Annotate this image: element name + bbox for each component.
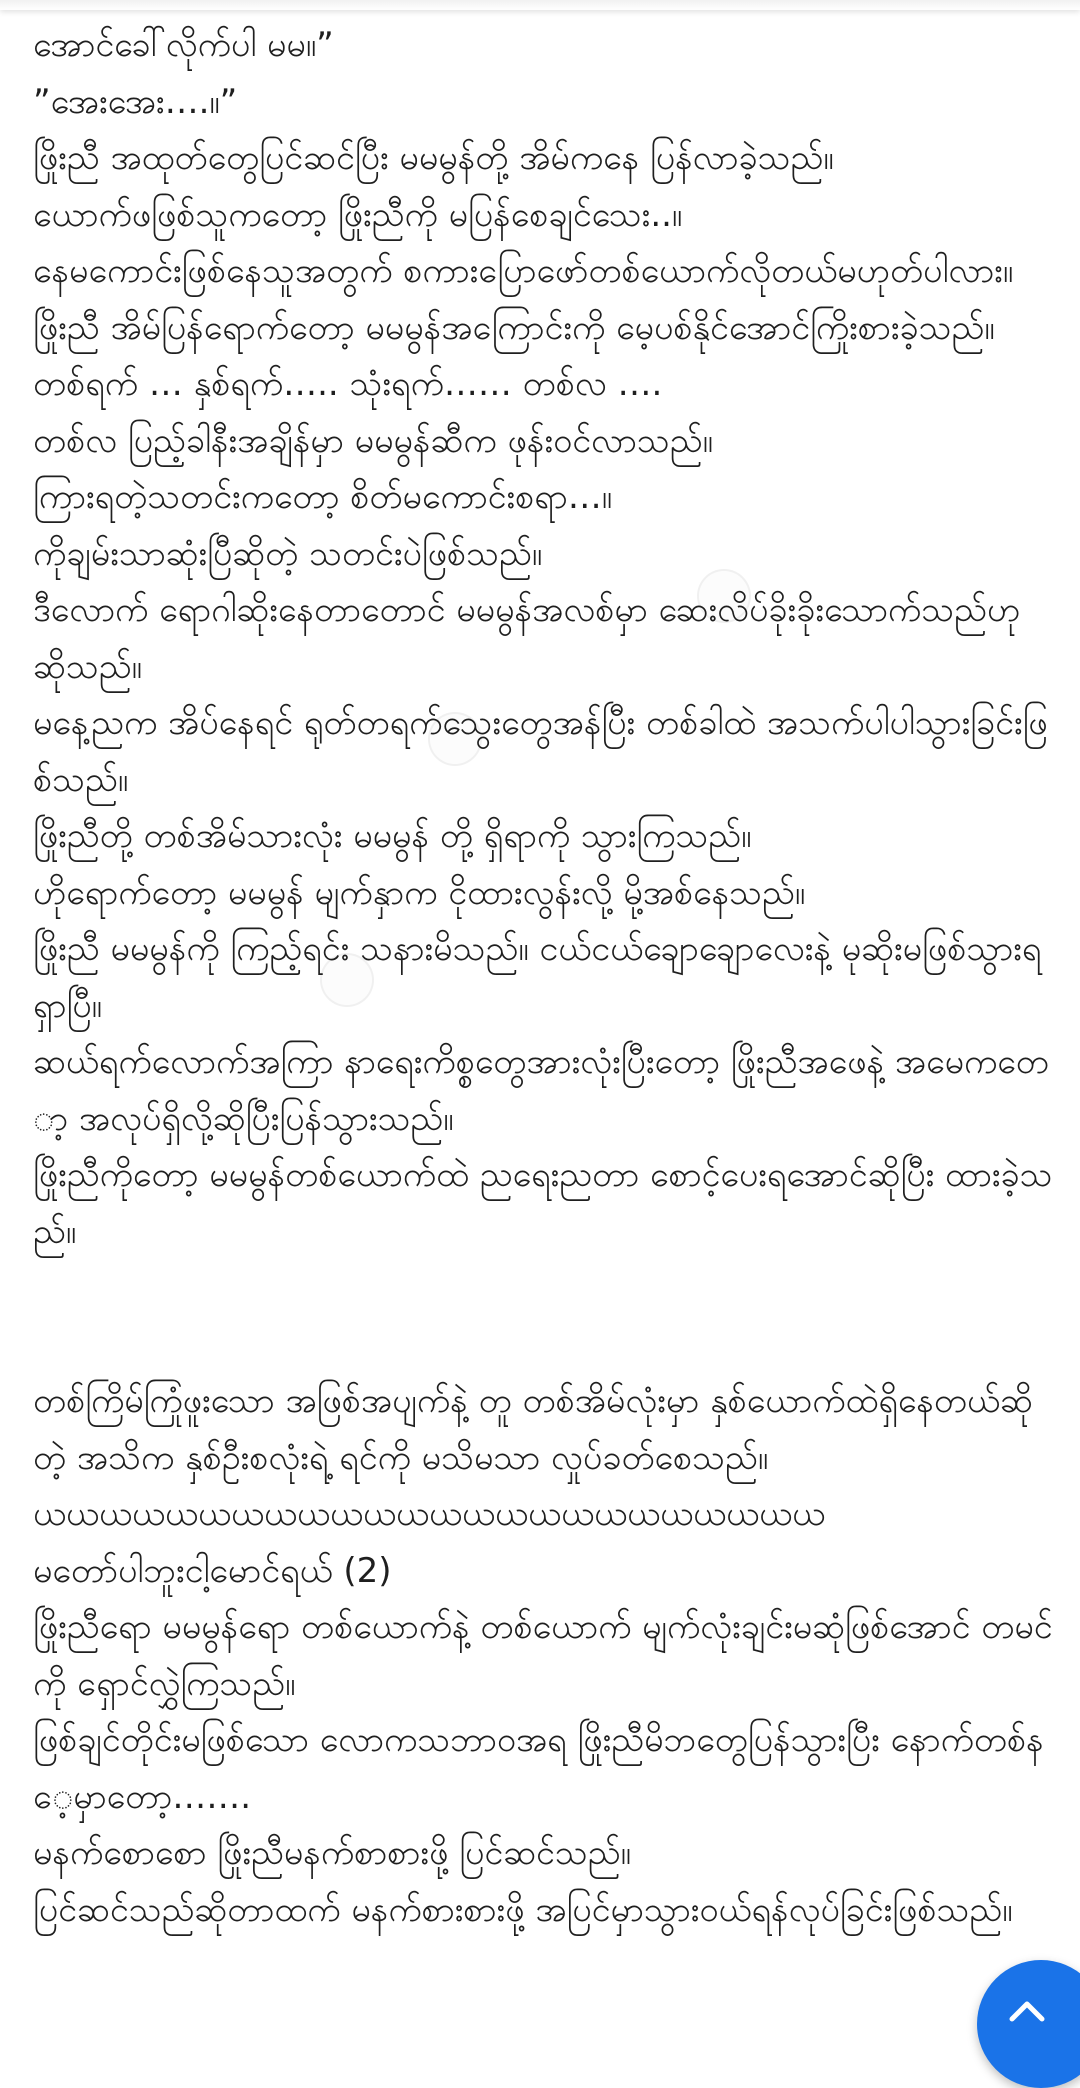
paragraph: ကိုချမ်းသာဆုံးပြီဆိုတဲ့ သတင်းပဲဖြစ်သည်။ xyxy=(33,533,543,574)
paragraph: ဖြိုးညီရော မမမွန်ရော တစ်ယောက်နဲ့ တစ်ယောက် မျက်လုံးချင်းမဆုံဖြစ်အောင် တမင်ကို ရှောင်လွှဲကြသည်။ xyxy=(33,1607,1053,1704)
paragraph: တစ်ရက် … နှစ်ရက်….. သုံးရက်…… တစ်လ …. xyxy=(33,364,663,404)
paragraph-break xyxy=(33,1260,1053,1373)
paragraph: ကြားရတဲ့သတင်းကတော့ စိတ်မကောင်းစရာ…။ xyxy=(33,477,613,517)
paragraph: ဒီလောက် ရောဂါဆိုးနေတာတောင် မမမွန်အလစ်မှာ ဆေးလိပ်ခိုးခိုးသောက်သည်ဟုဆိုသည်။ xyxy=(33,590,1021,687)
paragraph: ဖြိုးညီ မမမွန်ကို ကြည့်ရင်း သနားမိသည်။ ငယ်ငယ်ချောချောလေးနဲ့ မုဆိုးမဖြစ်သွားရရှာပြီ။ xyxy=(33,929,1042,1026)
paragraph-partial: ပြင်ဆင်သည်ဆိုတာထက် မနက်စားစားဖို့ အပြင်မှာသွားဝယ်ရန်လုပ်ခြင်းဖြစ်သည်။ xyxy=(33,1889,1013,1930)
paragraph: မနက်စောစော ဖြိုးညီမနက်စာစားဖို့ ပြင်ဆင်သည်။ xyxy=(33,1833,631,1873)
paragraph: ယောက်ဖဖြစ်သူကတော့ ဖြိုးညီကို မပြန်စေချင်သေး..။ xyxy=(33,194,683,235)
paragraph: ဖြိုးညီကိုတော့ မမမွန်တစ်ယောက်ထဲ ညရေးညတာ စောင့်ပေးရအောင်ဆိုပြီး ထားခဲ့သည်။ xyxy=(33,1155,1053,1252)
paragraph: ဖြိုးညီ အိမ်ပြန်ရောက်တော့ မမမွန်အကြောင်းကို မေ့ပစ်နိုင်အောင်ကြိုးစားခဲ့သည်။ xyxy=(33,307,995,348)
paragraph: တစ်ကြိမ်ကြုံဖူးသော အဖြစ်အပျက်နဲ့ တူ တစ်အိမ်လုံးမှာ နှစ်ယောက်ထဲရှိနေတယ်ဆိုတဲ့ အသိက နှစ်ဦးစလုံးရဲ့ ရင်ကို မသိမသာ လှုပ်ခတ်စေသည်။ xyxy=(33,1381,1033,1478)
paragraph: ဖြိုးညီ အထုတ်တွေပြင်ဆင်ပြီး မမမွန်တို့ အိမ်ကနေ ပြန်လာခဲ့သည်။ xyxy=(33,138,834,178)
paragraph: ”အေးအေး….။” xyxy=(33,81,238,122)
paragraph: နေမကောင်းဖြစ်နေသူအတွက် စကားပြောဖော်တစ်ယောက်လိုတယ်မဟုတ်ပါလား။ xyxy=(33,251,1014,291)
top-app-bar-edge xyxy=(0,0,1080,10)
paragraph-partial: အောင်ခေါ်လိုက်ပါ မမ။” xyxy=(33,25,334,65)
chapter-heading: မတော်ပါဘူးငါ့မောင်ရယ် (2) xyxy=(33,1550,392,1591)
scene-divider: ယယယယယယယယယယယယယယယယယယယယယယယယ xyxy=(33,1494,826,1534)
paragraph: ဟိုရောက်တော့ မမမွန် မျက်နှာက ငိုထားလွန်းလို့ မို့အစ်နေသည်။ xyxy=(33,872,806,913)
scroll-to-top-button[interactable] xyxy=(977,1960,1080,2088)
paragraph: ဖြိုးညီတို့ တစ်အိမ်သားလုံး မမမွန် တို့ ရှိရာကို သွားကြသည်။ xyxy=(33,816,752,856)
paragraph: ဖြစ်ချင်တိုင်းမဖြစ်သော လောကသဘာဝအရ ဖြိုးညီမိဘတွေပြန်သွားပြီး နောက်တစ်နေ့မှာတော့……. xyxy=(33,1720,1044,1817)
paragraph: တစ်လ ပြည့်ခါနီးအချိန်မှာ မမမွန်ဆီက ဖုန်းဝင်လာသည်။ xyxy=(33,420,713,461)
story-text xyxy=(33,0,1053,1938)
paragraph: ဆယ်ရက်လောက်အကြာ နာရေးကိစ္စတွေအားလုံးပြီးတော့ ဖြိုးညီအဖေနဲ့ အမေကတော့ အလုပ်ရှိလို့ဆိုပြီးပြန်သွားသည်။ xyxy=(33,1042,1049,1139)
paragraph: မနေ့ညက အိပ်နေရင် ရုတ်တရက်သွေးတွေအန်ပြီး တစ်ခါထဲ အသက်ပါပါသွားခြင်းဖြစ်သည်။ xyxy=(33,703,1048,800)
